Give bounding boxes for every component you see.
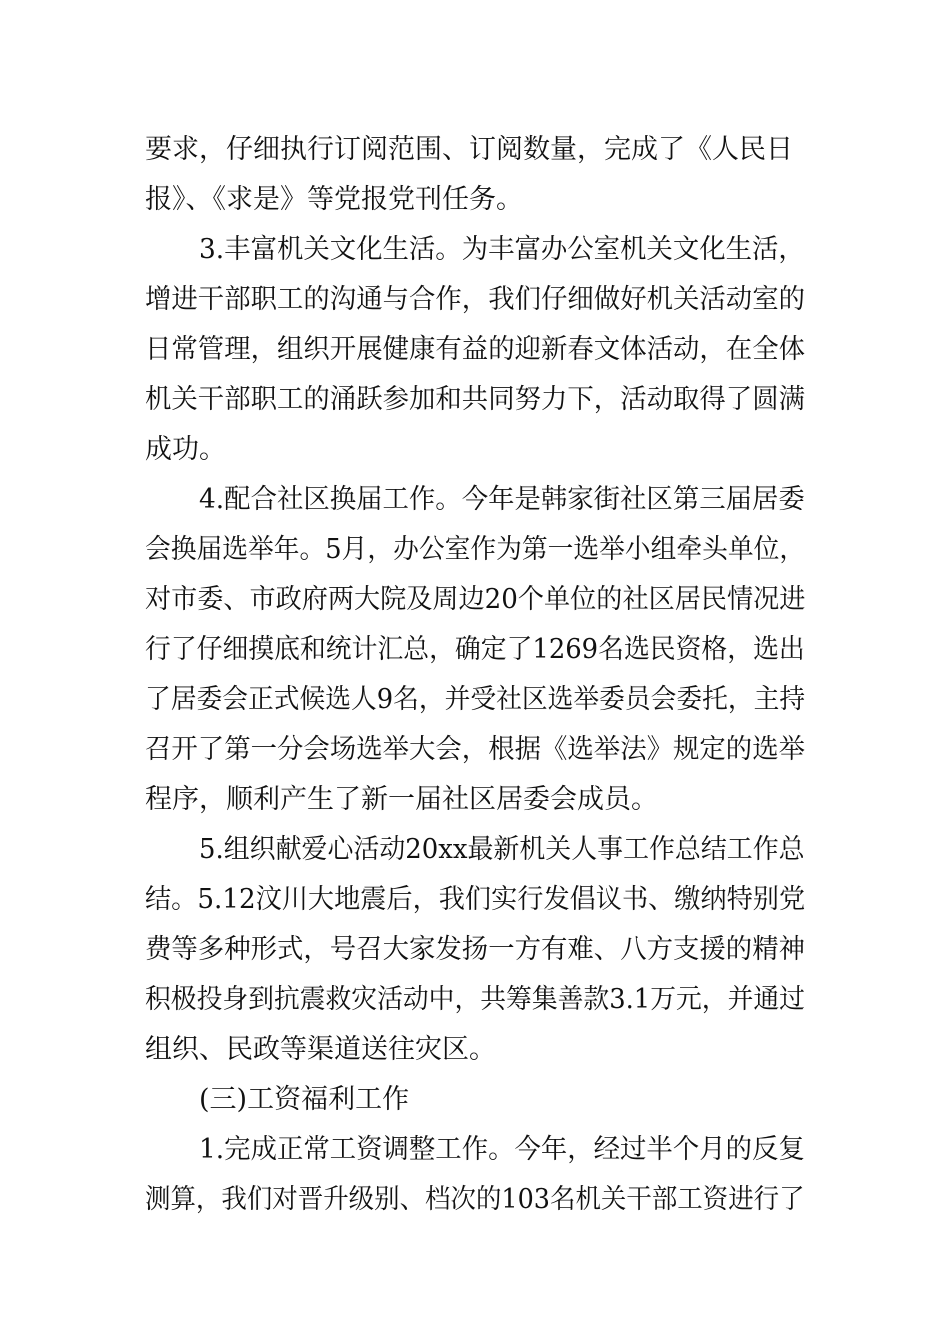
text-line-content: 程序，顺利产生了新一届社区居委会成员。 [145,784,658,815]
text-line-content: 要求，仔细执行订阅范围、订阅数量，完成了《人民日 [145,134,793,165]
text-line [0,680,950,720]
text-line-content: 日常管理，组织开展健康有益的迎新春文体活动，在全体 [145,334,805,365]
text-line-content: 会换届选举年。5月，办公室作为第一选举小组牵头单位， [145,534,806,565]
paragraph-start-line [0,480,950,520]
text-line [0,980,950,1020]
text-line-content: 4.配合社区换届工作。今年是韩家街社区第三届居委 [199,484,805,515]
text-line [0,380,950,420]
text-line [0,1030,950,1070]
text-line [0,930,950,970]
text-line-content: 结。5.12汶川大地震后，我们实行发倡议书、缴纳特别党 [145,884,806,915]
text-line-content: 增进干部职工的沟通与合作，我们仔细做好机关活动室的 [145,284,805,315]
text-line-content: 3.丰富机关文化生活。为丰富办公室机关文化生活， [199,234,805,265]
text-line-content: 1.完成正常工资调整工作。今年，经过半个月的反复 [199,1134,805,1165]
text-line-content: 成功。 [145,434,226,465]
text-line [0,530,950,570]
text-line [0,280,950,320]
text-line [0,780,950,820]
text-line-content: 了居委会正式候选人9名，并受社区选举委员会委托，主持 [145,684,806,715]
text-line-content: 机关干部职工的涌跃参加和共同努力下，活动取得了圆满 [145,384,805,415]
text-line-content: 对市委、市政府两大院及周边20个单位的社区居民情况进 [145,584,806,615]
text-line [0,180,950,220]
paragraph-start-line [0,1130,950,1170]
text-line-content: 报》、《求是》等党报党刊任务。 [145,184,523,215]
text-line [0,630,950,670]
text-line-content: 积极投身到抗震救灾活动中，共筹集善款3.1万元，并通过 [145,984,805,1015]
section-heading [0,1080,950,1120]
text-line [0,130,950,170]
paragraph-start-line [0,830,950,870]
text-line-content: 费等多种形式，号召大家发扬一方有难、八方支援的精神 [145,934,805,965]
text-line [0,580,950,620]
paragraph-start-line [0,230,950,270]
text-line [0,730,950,770]
section-heading-text: (三)工资福利工作 [199,1084,410,1115]
text-line-content: 组织、民政等渠道送往灾区。 [145,1034,496,1065]
text-line [0,430,950,470]
text-line [0,880,950,920]
text-line-content: 测算，我们对晋升级别、档次的103名机关干部工资进行了 [145,1184,805,1215]
text-line-content: 行了仔细摸底和统计汇总，确定了1269名选民资格，选出 [145,634,805,665]
text-line [0,330,950,370]
text-line-content: 5.组织献爱心活动20xx最新机关人事工作总结工作总 [199,834,805,865]
text-line [0,1180,950,1220]
text-line-content: 召开了第一分会场选举大会，根据《选举法》规定的选举 [145,734,805,765]
